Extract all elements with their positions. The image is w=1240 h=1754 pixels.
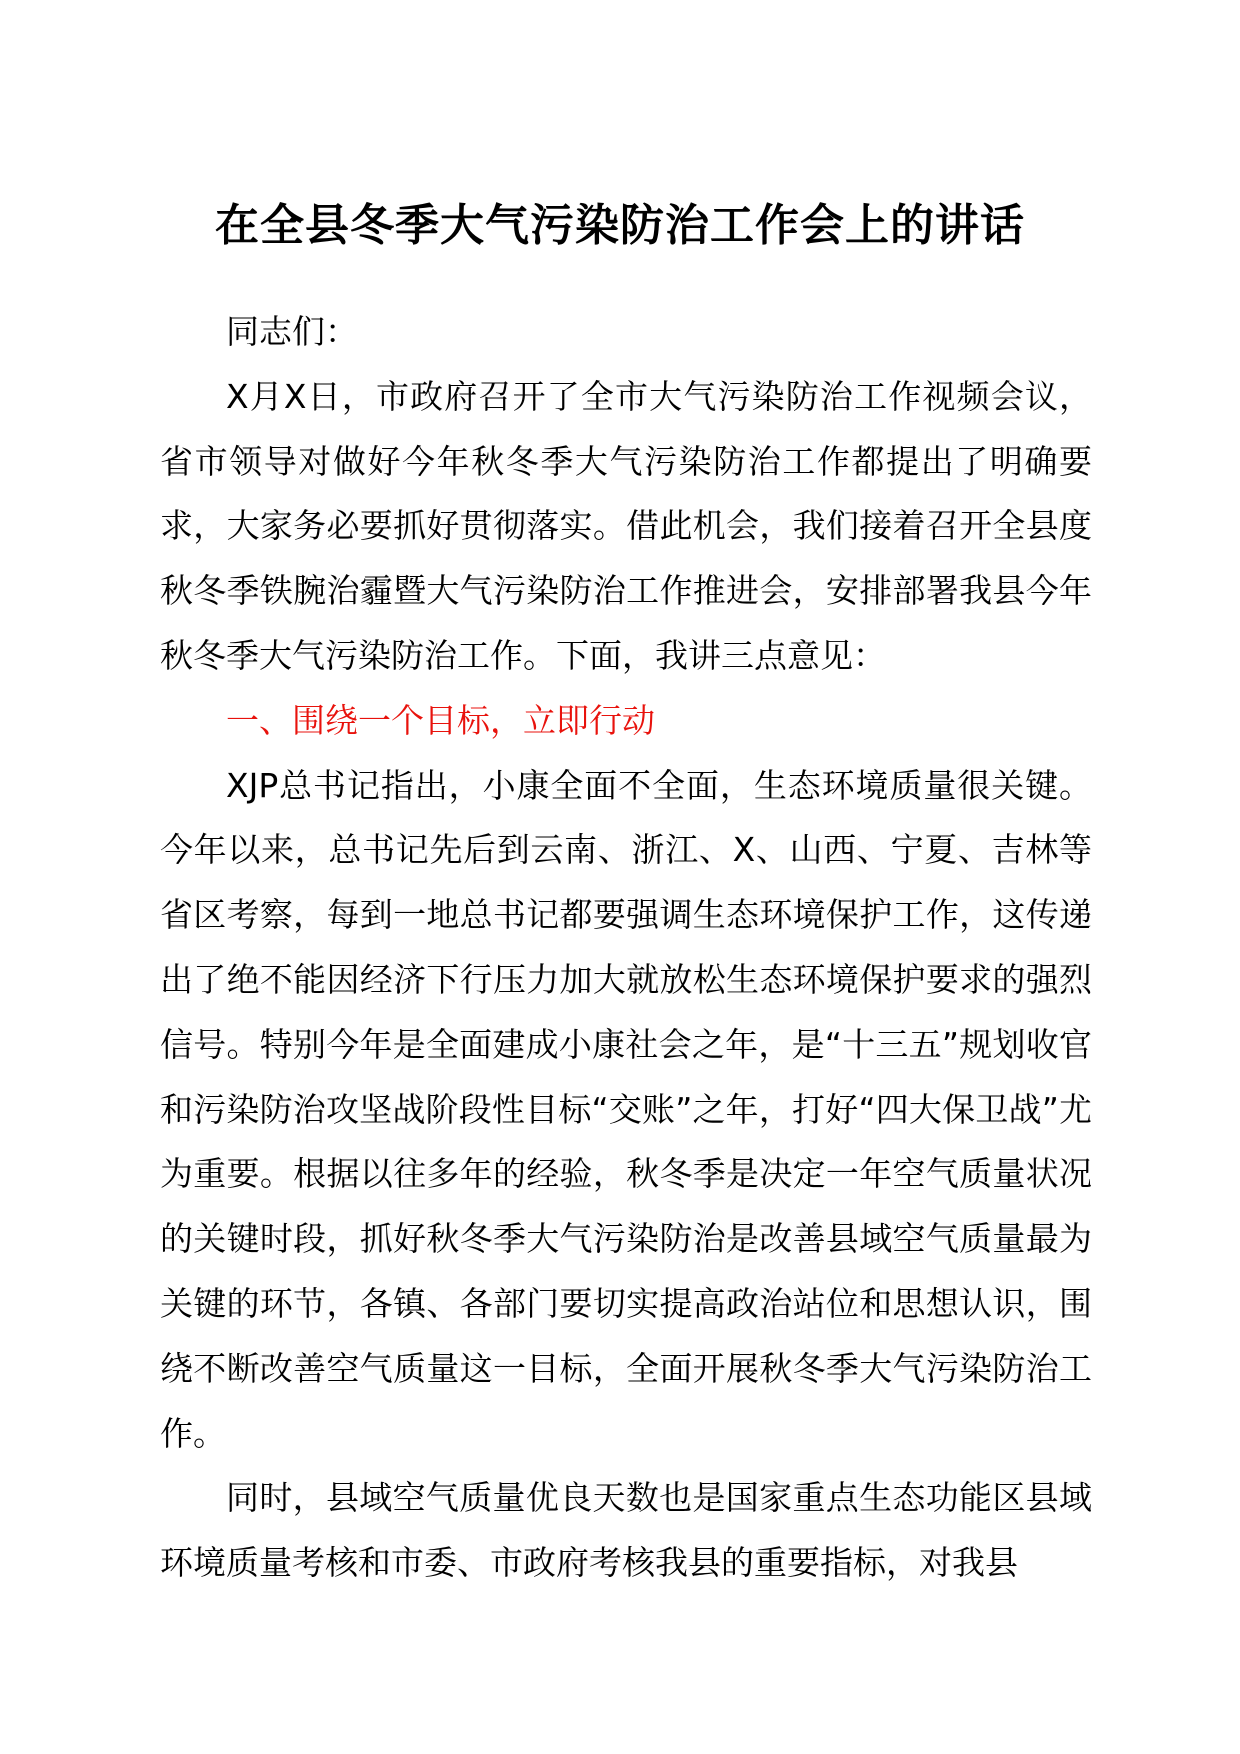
document-title: 在全县冬季大气污染防治工作会上的讲话 <box>215 200 1025 251</box>
paragraph-intro: X月X日，市政府召开了全市大气污染防治工作视频会议，省市领导对做好今年秋冬季大气污染防治工作都提出了明确要求，大家务必要抓好贯彻落实。借此机会，我们接着召开全县度秋冬季铁腕治霾暨大气污染防治工作推进会，安排部署我县今年秋冬季大气污染防治工作。下面，我讲三点意见： <box>160 376 1092 675</box>
paragraph-section-1: XJP总书记指出，小康全面不全面，生态环境质量很关键。今年以来，总书记先后到云南、浙江、X、山西、宁夏、吉林等省区考察，每到一地总书记都要强调生态环境保护工作，这传递出了绝不能因经济下行压力加大就放松生态环境保护要求的强烈信号。特别今年是全面建成小康社会之年，是“十三五”规划收官和污染防治攻坚战阶段性目标“交账”之年，打好“四大保卫战”尤为重要。根据以往多年的经验，秋冬季是决定一年空气质量状况的关键时段，抓好秋冬季大气污染防治是改善县域空气质量最为关键的环节，各镇、各部门要切实提高政治站位和思想认识，围绕不断改善空气质量这一目标，全面开展秋冬季大气污染防治工作。 <box>160 765 1092 1453</box>
document-body <box>160 300 1092 1596</box>
section-heading-1: 一、围绕一个目标，立即行动 <box>226 700 655 740</box>
salutation: 同志们： <box>226 312 358 351</box>
paragraph-continued: 同时，县域空气质量优良天数也是国家重点生态功能区县域环境质量考核和市委、市政府考核我县的重要指标，对我县 <box>160 1478 1092 1583</box>
